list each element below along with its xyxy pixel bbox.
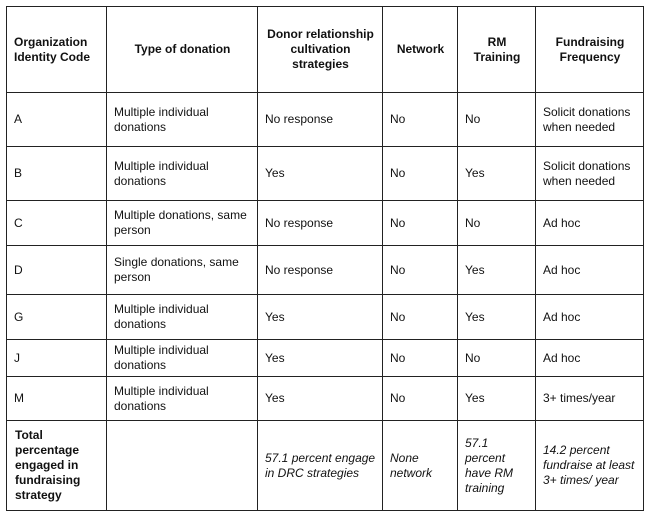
cell-type: Multiple individual donations bbox=[107, 377, 258, 421]
cell-rm: No bbox=[458, 93, 536, 147]
cell-cultivation: Yes bbox=[258, 377, 383, 421]
cell-code: G bbox=[7, 295, 107, 340]
cell-frequency: Ad hoc bbox=[536, 340, 644, 377]
header-row bbox=[7, 7, 644, 93]
cell-code: C bbox=[7, 201, 107, 246]
header-network: Network bbox=[383, 7, 458, 93]
cell-cultivation: Yes bbox=[258, 340, 383, 377]
header-org-code: Organization Identity Code bbox=[7, 7, 107, 93]
cell-code: D bbox=[7, 246, 107, 295]
cell-rm: No bbox=[458, 201, 536, 246]
cell-type: Multiple individual donations bbox=[107, 295, 258, 340]
table-row bbox=[7, 93, 644, 147]
cell-rm: Yes bbox=[458, 377, 536, 421]
cell-network: No bbox=[383, 93, 458, 147]
cell-cultivation: No response bbox=[258, 201, 383, 246]
cell-cultivation: No response bbox=[258, 246, 383, 295]
total-row bbox=[7, 421, 644, 511]
cell-network: No bbox=[383, 295, 458, 340]
cell-rm: Yes bbox=[458, 147, 536, 201]
table-row bbox=[7, 246, 644, 295]
header-donation-type: Type of donation bbox=[107, 7, 258, 93]
table-row bbox=[7, 295, 644, 340]
cell-type: Multiple donations, same person bbox=[107, 201, 258, 246]
cell-type: Single donations, same person bbox=[107, 246, 258, 295]
cell-frequency: Ad hoc bbox=[536, 295, 644, 340]
cell-network: No bbox=[383, 147, 458, 201]
cell-network: No bbox=[383, 340, 458, 377]
total-network: None network bbox=[383, 421, 458, 511]
cell-rm: Yes bbox=[458, 246, 536, 295]
cell-cultivation: Yes bbox=[258, 295, 383, 340]
cell-code: B bbox=[7, 147, 107, 201]
total-frequency: 14.2 percent fundraise at least 3+ times/ year bbox=[536, 421, 644, 511]
cell-frequency: Ad hoc bbox=[536, 201, 644, 246]
fundraising-strategy-table bbox=[6, 6, 644, 511]
cell-rm: No bbox=[458, 340, 536, 377]
cell-code: M bbox=[7, 377, 107, 421]
cell-network: No bbox=[383, 201, 458, 246]
cell-type: Multiple individual donations bbox=[107, 340, 258, 377]
cell-frequency: 3+ times/year bbox=[536, 377, 644, 421]
total-rm: 57.1 percent have RM training bbox=[458, 421, 536, 511]
total-label: Total percentage engaged in fundraising strategy bbox=[7, 421, 107, 511]
total-type bbox=[107, 421, 258, 511]
cell-cultivation: Yes bbox=[258, 147, 383, 201]
cell-cultivation: No response bbox=[258, 93, 383, 147]
header-rm-training: RM Training bbox=[458, 7, 536, 93]
table-row bbox=[7, 201, 644, 246]
cell-type: Multiple individual donations bbox=[107, 93, 258, 147]
cell-network: No bbox=[383, 377, 458, 421]
header-frequency: Fundraising Frequency bbox=[536, 7, 644, 93]
header-cultivation: Donor relationship cultivation strategies bbox=[258, 7, 383, 93]
cell-network: No bbox=[383, 246, 458, 295]
cell-type: Multiple individual donations bbox=[107, 147, 258, 201]
table-row bbox=[7, 147, 644, 201]
cell-frequency: Ad hoc bbox=[536, 246, 644, 295]
table-row bbox=[7, 340, 644, 377]
cell-code: J bbox=[7, 340, 107, 377]
cell-frequency: Solicit donations when needed bbox=[536, 93, 644, 147]
table-row bbox=[7, 377, 644, 421]
cell-rm: Yes bbox=[458, 295, 536, 340]
cell-code: A bbox=[7, 93, 107, 147]
cell-frequency: Solicit donations when needed bbox=[536, 147, 644, 201]
total-cultivation: 57.1 percent engage in DRC strategies bbox=[258, 421, 383, 511]
